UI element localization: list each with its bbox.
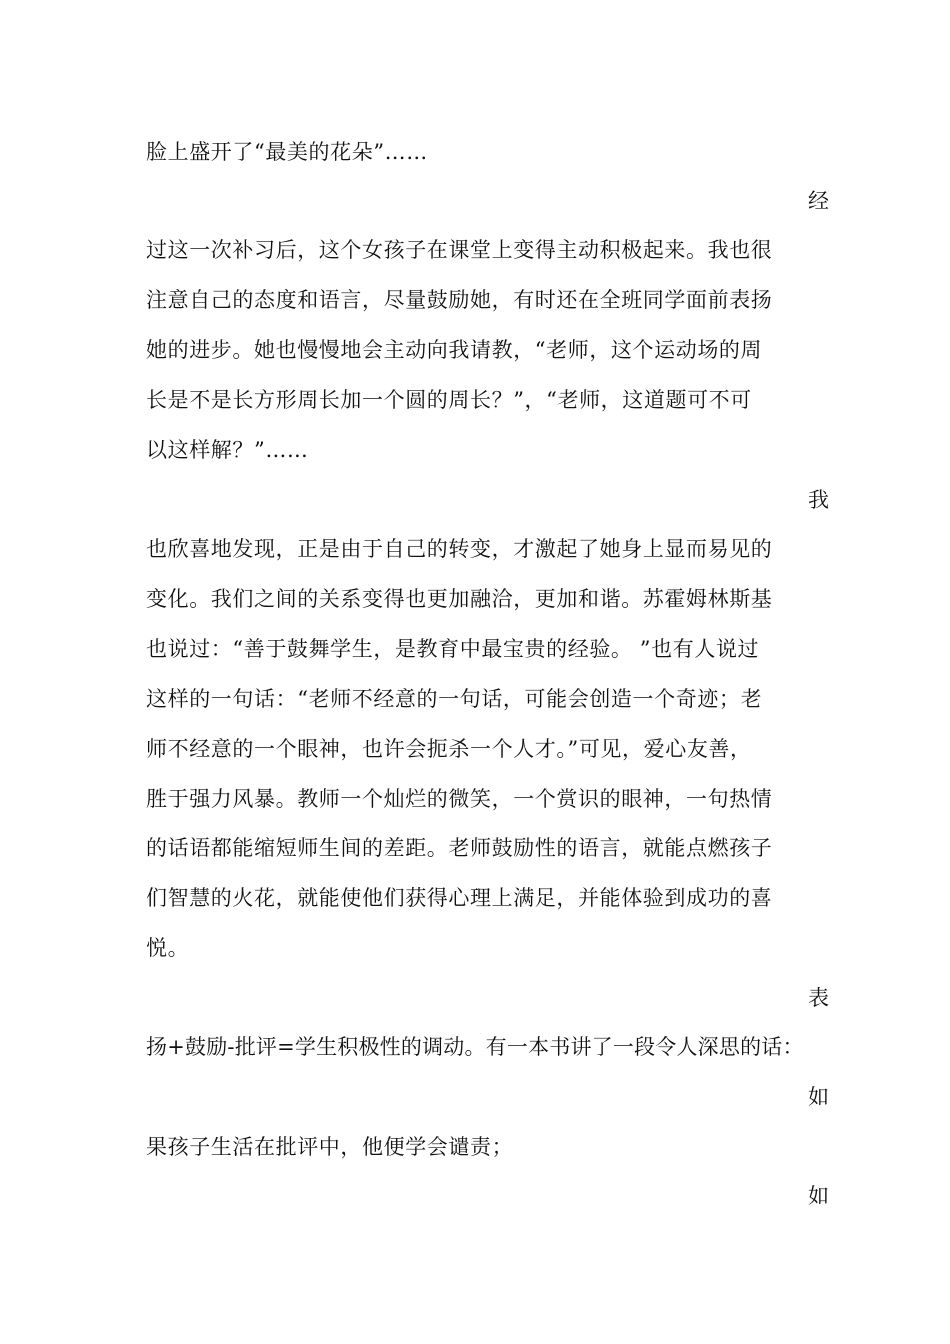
text-line: 扬+鼓励-批评=学生积极性的调动。有一本书讲了一段令人深思的话： — [146, 1035, 804, 1059]
text-line: 的话语都能缩短师生间的差距。老师鼓励性的语言，就能点燃孩子 — [146, 836, 773, 860]
text-line: 如 — [808, 1085, 829, 1109]
text-line: 也说过：“善于鼓舞学生，是教育中最宝贵的经验。 ”也有人说过 — [146, 637, 760, 661]
text-line: 她的进步。她也慢慢地会主动向我请教，“老师，这个运动场的周 — [146, 338, 763, 362]
text-line: 果孩子生活在批评中，他便学会谴责； — [146, 1135, 514, 1159]
text-line: 以这样解？”…… — [146, 438, 309, 462]
text-line: 注意自己的态度和语言，尽量鼓励她，有时还在全班同学面前表扬 — [146, 288, 773, 312]
text-line: 经 — [808, 189, 829, 213]
text-line: 这样的一句话：“老师不经意的一句话，可能会创造一个奇迹；老 — [146, 687, 763, 711]
text-line: 们智慧的火花，就能使他们获得心理上满足，并能体验到成功的喜 — [146, 886, 773, 910]
text-line: 也欣喜地发现，正是由于自己的转变，才激起了她身上显而易见的 — [146, 537, 773, 561]
text-line: 表 — [808, 986, 829, 1010]
text-line: 长是不是长方形周长加一个圆的周长？”，“老师，这道题可不可 — [146, 388, 752, 412]
text-line: 胜于强力风暴。教师一个灿烂的微笑，一个赏识的眼神，一句热情 — [146, 787, 773, 811]
text-line: 我 — [808, 488, 829, 512]
text-line: 悦。 — [146, 936, 190, 960]
text-line: 过这一次补习后，这个女孩子在课堂上变得主动积极起来。我也很 — [146, 238, 773, 262]
text-line: 变化。我们之间的关系变得也更加融洽，更加和谐。苏霍姆林斯基 — [146, 587, 773, 611]
text-line: 师不经意的一个眼神，也许会扼杀一个人才。”可见，爱心友善， — [146, 737, 752, 761]
text-line: 脸上盛开了“最美的花朵”…… — [146, 140, 428, 164]
text-line: 如 — [808, 1184, 829, 1208]
